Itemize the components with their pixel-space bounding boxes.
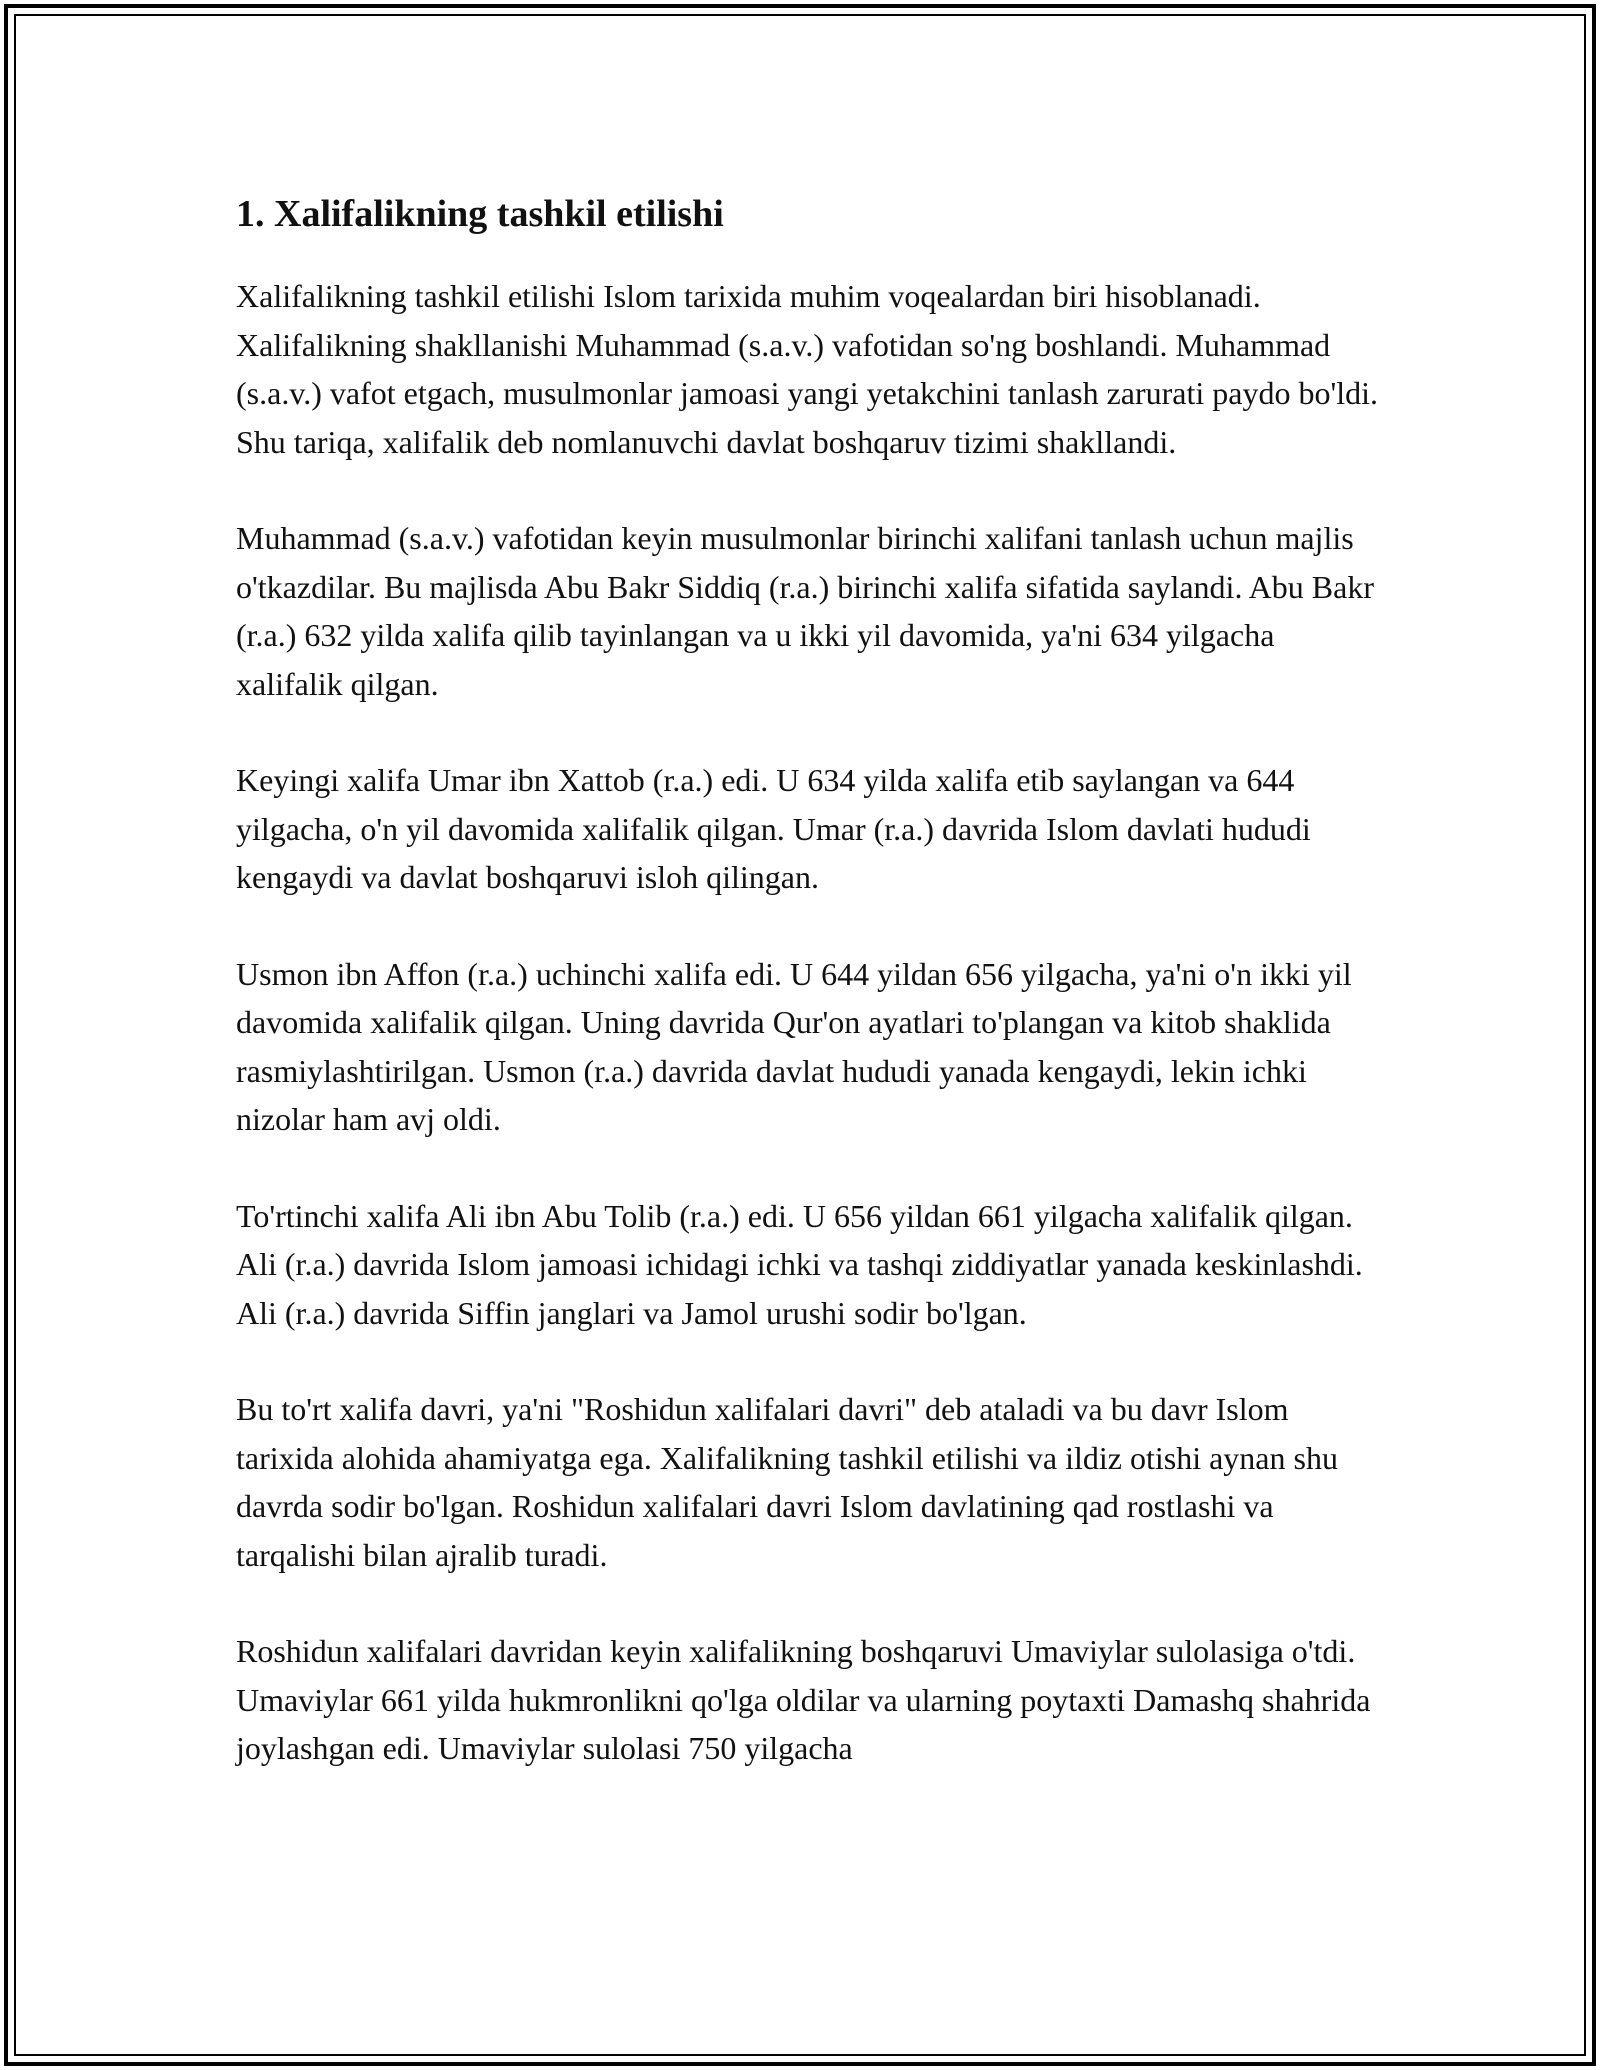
paragraph-7: Roshidun xalifalari davridan keyin xalifalikning boshqaruvi Umaviylar sulolasiga o'tdi. Umaviylar 661 yilda hukmronlikni qo'lga oldilar va ularning poytaxti Damashq shahrida joylashgan edi. Umaviylar sulolasi 750 yilgacha <box>236 1633 1371 1766</box>
paragraph-4: Usmon ibn Affon (r.a.) uchinchi xalifa edi. U 644 yildan 656 yilgacha, ya'ni o'n ikki yil davomida xalifalik qilgan. Uning davrida Qur'on ayatlari to'plangan va kitob shaklida rasmiylashtirilgan. Usmon (r.a.) davrida davlat hududi yanada kengaydi, lekin ichki nizolar ham avj oldi. <box>236 955 1352 1137</box>
document-body <box>236 186 1386 1821</box>
paragraph-5: To'rtinchi xalifa Ali ibn Abu Tolib (r.a.) edi. U 656 yildan 661 yilgacha xalifalik qilgan. Ali (r.a.) davrida Islom jamoasi ichidagi ichki va tashqi ziddiyatlar yanada keskinlashdi. Ali (r.a.) davrida Siffin janglari va Jamol urushi sodir bo'lgan. <box>236 1197 1363 1331</box>
paragraph-1: Xalifalikning tashkil etilishi Islom tarixida muhim voqealardan biri hisoblanadi. Xalifalikning shakllanishi Muhammad (s.a.v.) vafotidan so'ng boshlandi. Muhammad (s.a.v.) vafot etgach, musulmonlar jamoasi yangi yetakchini tanlash zarurati paydo bo'ldi. Shu tariqa, xalifalik deb nomlanuvchi davlat boshqaruv tizimi shakllandi. <box>236 278 1379 460</box>
section-heading: 1. Xalifalikning tashkil etilishi <box>236 193 724 235</box>
paragraph-6: Bu to'rt xalifa davri, ya'ni "Roshidun xalifalari davri" deb ataladi va bu davr Islom tarixida alohida ahamiyatga ega. Xalifalikning tashkil etilishi va ildiz otishi aynan shu davrda sodir bo'lgan. Roshidun xalifalari davri Islom davlatining qad rostlashi va tarqalishi bilan ajralib turadi. <box>236 1391 1338 1573</box>
paragraph-2: Muhammad (s.a.v.) vafotidan keyin musulmonlar birinchi xalifani tanlash uchun majlis o'tkazdilar. Bu majlisda Abu Bakr Siddiq (r.a.) birinchi xalifa sifatida saylandi. Abu Bakr (r.a.) 632 yilda xalifa qilib tayinlangan va u ikki yil davomida, ya'ni 634 yilgacha xalifalik qilgan. <box>236 520 1374 702</box>
paragraph-3: Keyingi xalifa Umar ibn Xattob (r.a.) edi. U 634 yilda xalifa etib saylangan va 644 yilgacha, o'n yil davomida xalifalik qilgan. Umar (r.a.) davrida Islom davlati hududi kengaydi va davlat boshqaruvi isloh qilingan. <box>236 762 1311 895</box>
